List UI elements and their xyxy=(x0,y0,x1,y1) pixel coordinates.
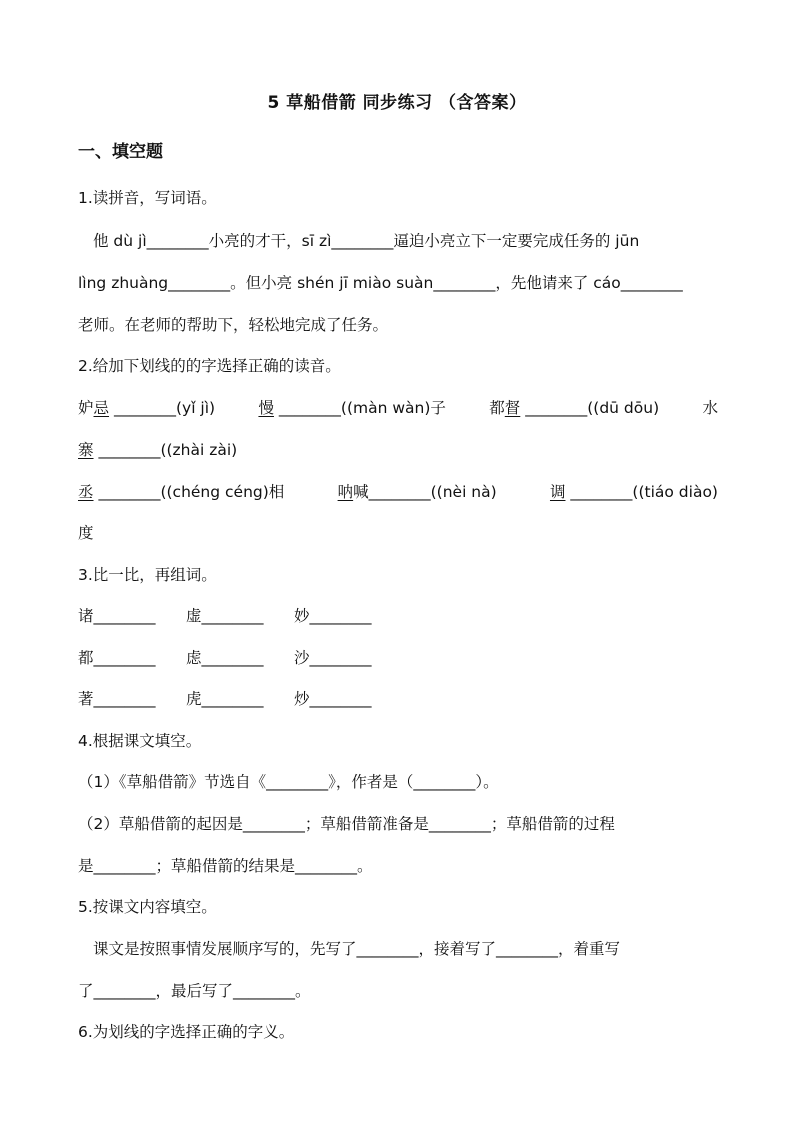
q2-item-diaodu: 调 ________((tiáo diào) xyxy=(549,483,718,501)
q2-item-nahan: 呐喊________((nèi nà) xyxy=(337,483,497,501)
q2-item-dudu: 都督 ________((dū dōu) xyxy=(489,399,660,417)
q2-item-jiji: 妒忌 ________(yǐ jì) xyxy=(78,399,216,417)
q2-item-chengxiang: 丞 ________((chéng céng)相 xyxy=(78,483,285,501)
q2-prompt: 2.给加下划线的的字选择正确的读音。 xyxy=(78,357,341,375)
q2-line-3 xyxy=(78,480,718,502)
q3-row-2: 都________ 虑________ 沙________ xyxy=(78,649,372,667)
q2-line-2: 寨 ________((zhài zài) xyxy=(78,441,238,459)
q3-row-1: 诸________ 虚________ 妙________ xyxy=(78,607,372,625)
section-heading: 一、填空题 xyxy=(78,142,163,162)
q4-sub-2-line-2: 是________；草船借箭的结果是________。 xyxy=(78,857,373,875)
q3-row-3: 著________ 虎________ 炒________ xyxy=(78,690,372,708)
q5-line-2: 了________，最后写了________。 xyxy=(78,982,311,1000)
q5-line-1: 课文是按照事情发展顺序写的，先写了________，接着写了________，着重写 xyxy=(93,940,621,958)
q4-prompt: 4.根据课文填空。 xyxy=(78,732,202,750)
page-title: 5 草船借箭 同步练习 （含答案） xyxy=(267,93,527,113)
q2-item-manzi: 慢 ________((màn wàn)子 xyxy=(258,399,446,417)
q5-prompt: 5.按课文内容填空。 xyxy=(78,898,217,916)
q4-sub-1: （1）《草船借箭》节选自《________》，作者是（________）。 xyxy=(78,773,499,791)
q1-prompt: 1.读拼音，写词语。 xyxy=(78,189,217,207)
q1-line-2: lìng zhuàng________。但小亮 shén jī miào suàn________，先他请来了 cáo________ xyxy=(78,274,683,292)
q2-line-4: 度 xyxy=(78,524,94,542)
q1-line-1: 他 dù jì________小亮的才干，sī zì________逼迫小亮立下一定要完成任务的 jūn xyxy=(93,232,640,250)
q2-line-1 xyxy=(78,396,718,418)
q1-line-3: 老师。在老师的帮助下，轻松地完成了任务。 xyxy=(78,316,389,334)
q3-prompt: 3.比一比，再组词。 xyxy=(78,566,217,584)
q4-sub-2-line-1: （2）草船借箭的起因是________；草船借箭准备是________；草船借箭的过程 xyxy=(78,815,615,833)
q2-item-shui: 水 xyxy=(702,399,718,417)
q6-prompt: 6.为划线的字选择正确的字义。 xyxy=(78,1023,295,1041)
